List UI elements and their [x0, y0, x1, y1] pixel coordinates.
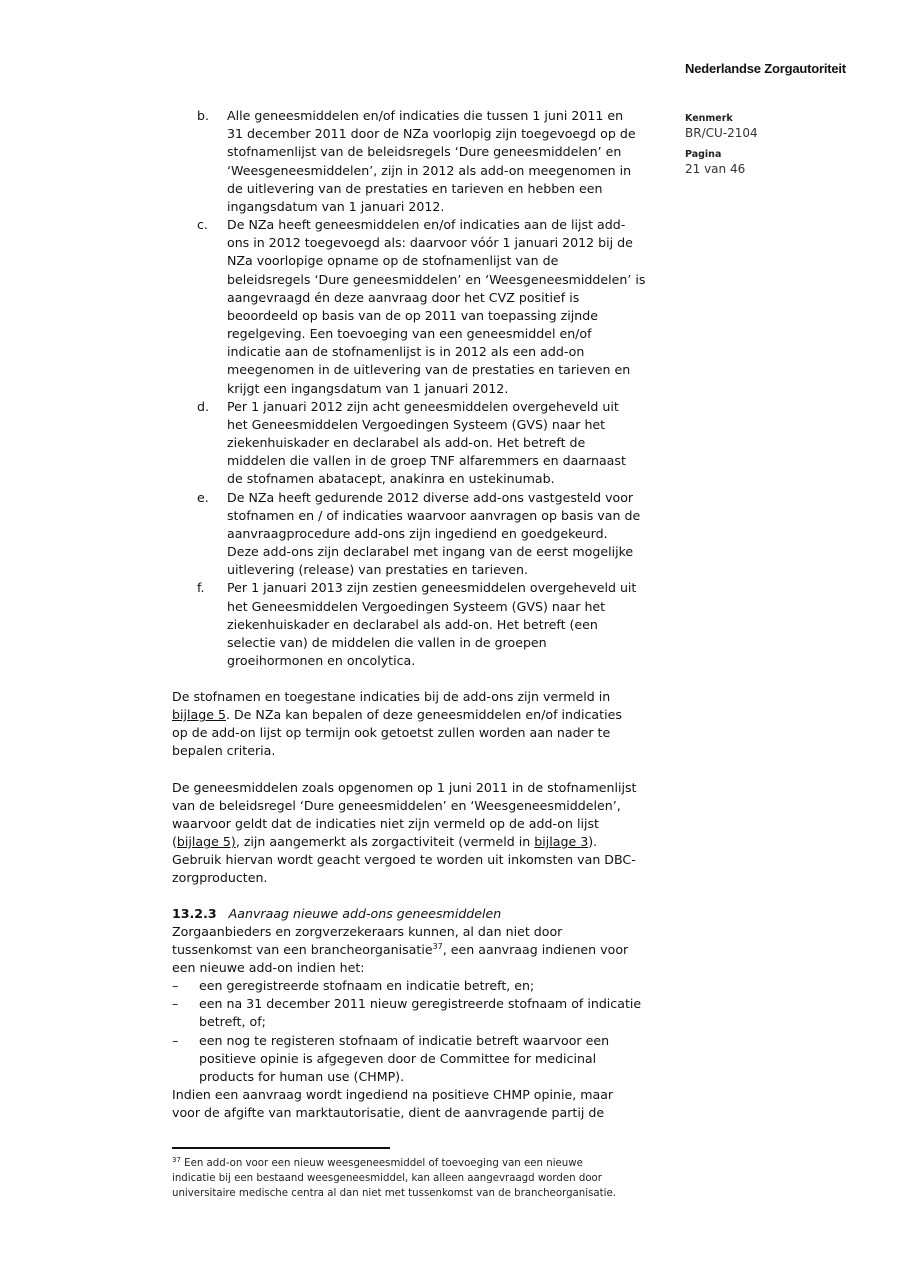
kenmerk-label: Kenmerk: [685, 113, 733, 124]
bullet-item-line: positieve opinie is afgegeven door de Committee for medicinal: [199, 1050, 597, 1066]
dash-bullet-icon: –: [172, 1032, 179, 1048]
list-item-line: ziekenhuiskader en declarabel als add-on. Het betreft de: [227, 435, 586, 451]
list-marker: b.: [197, 108, 209, 123]
list-item-line: NZa voorlopige opname op de stofnamenlijst van de: [227, 253, 559, 269]
organization-name: Nederlandse Zorgautoriteit: [685, 61, 846, 76]
list-item-line: Per 1 januari 2012 zijn acht geneesmiddelen overgeheveld uit: [227, 398, 619, 414]
list-item-line: stofnamen en / of indicaties waarvoor aanvragen op basis van de: [227, 507, 641, 523]
dash-bullet-icon: –: [172, 978, 179, 993]
list-item-line: krijgt een ingangsdatum van 1 januari 2012.: [227, 380, 509, 396]
text-span: , zijn aangemerkt als zorgactiviteit (vermeld in: [235, 834, 535, 849]
bullet-item-line: betreft, of;: [199, 1014, 266, 1030]
list-marker: d.: [197, 398, 209, 414]
pagina-value: 21 van 46: [685, 162, 746, 176]
bullet-item-line: een na 31 december 2011 nieuw geregistreerde stofnaam of indicatie: [199, 996, 642, 1012]
list-item-line: regelgeving. Een toevoeging van een geneesmiddel en/of: [227, 326, 592, 342]
text-line: [172, 941, 628, 959]
text-line: zorgproducten.: [172, 870, 268, 885]
text-line: De geneesmiddelen zoals opgenomen op 1 juni 2011 in de stofnamenlijst: [172, 780, 637, 795]
list-item-line: groeihormonen en oncolytica.: [227, 653, 416, 669]
kenmerk-value: BR/CU-2104: [685, 126, 758, 140]
text-line: bepalen criteria.: [172, 743, 276, 758]
text-line: waarvoor geldt dat de indicaties niet zijn vermeld op de add-on lijst: [172, 816, 599, 831]
text-line: Zorgaanbieders en zorgverzekeraars kunnen, al dan niet door: [172, 924, 563, 939]
list-item-line: ‘Weesgeneesmiddelen’, zijn in 2012 als add-on meegenomen in: [227, 162, 632, 178]
section-heading: [172, 905, 501, 923]
list-item-line: aanvraagprocedure add-ons zijn ingediend en goedgekeurd.: [227, 525, 608, 541]
footnote-separator: [172, 1147, 390, 1149]
list-item-line: ziekenhuiskader en declarabel als add-on. Het betreft (een: [227, 616, 598, 632]
dash-bullet-icon: –: [172, 996, 179, 1012]
text-line: [172, 706, 622, 724]
list-item-line: middelen die vallen in de groep TNF alfaremmers en daarnaast: [227, 453, 626, 469]
text-span: Een add-on voor een nieuw weesgeneesmiddel of toevoeging van een nieuwe: [180, 1158, 583, 1169]
bijlage-5-link[interactable]: bijlage 5): [176, 834, 236, 849]
list-item-line: beoordeeld op basis van de op 2011 van toepassing zijnde: [227, 307, 598, 323]
text-span: . De NZa kan bepalen of deze geneesmiddelen en/of indicaties: [225, 707, 622, 722]
footnote-line: indicatie bij een bestaand weesgeneesmiddel, kan alleen aangevraagd worden door: [172, 1173, 602, 1184]
text-line: Indien een aanvraag wordt ingediend na positieve CHMP opinie, maar: [172, 1087, 614, 1102]
list-item-line: stofnamenlijst van de beleidsregels ‘Dure geneesmiddelen’ en: [227, 144, 622, 160]
list-item-line: De NZa heeft geneesmiddelen en/of indicaties aan de lijst add-: [227, 217, 626, 233]
footnote-line: universitaire medische centra al dan niet met tussenkomst van de brancheorganisatie.: [172, 1188, 616, 1199]
list-item-line: uitlevering (release) van prestaties en tarieven.: [227, 562, 529, 578]
text-line: voor de afgifte van marktautorisatie, dient de aanvragende partij de: [172, 1105, 605, 1120]
list-item-line: aangevraagd én deze aanvraag door het CVZ positief is: [227, 289, 580, 305]
list-item-line: Deze add-ons zijn declarabel met ingang van de eerst mogelijke: [227, 544, 634, 560]
bijlage-5-link[interactable]: bijlage 5: [172, 707, 226, 722]
text-span: (: [172, 834, 177, 849]
section-number: 13.2.3: [172, 906, 217, 921]
list-item-line: het Geneesmiddelen Vergoedingen Systeem (GVS) naar het: [227, 416, 606, 432]
list-marker: e.: [197, 489, 209, 505]
text-line: De stofnamen en toegestane indicaties bij de add-ons zijn vermeld in: [172, 689, 611, 704]
pagina-label: Pagina: [685, 149, 722, 160]
list-item-line: de stofnamen abatacept, anakinra en ustekinumab.: [227, 471, 555, 487]
list-item-line: ingangsdatum van 1 januari 2012.: [227, 198, 445, 214]
footnote-number: 37: [172, 1156, 181, 1164]
bullet-item-line: een nog te registeren stofnaam of indicatie betreft waarvoor een: [199, 1032, 610, 1048]
bullet-item-line: products for human use (CHMP).: [199, 1068, 405, 1084]
list-item-line: beleidsregels ‘Dure geneesmiddelen’ en ‘Weesgeneesmiddelen’ is: [227, 271, 646, 287]
list-item-line: indicatie aan de stofnamenlijst is in 2012 als een add-on: [227, 344, 585, 360]
text-span: , een aanvraag indienen voor: [442, 942, 629, 957]
list-marker: f.: [197, 580, 205, 596]
text-line: Gebruik hiervan wordt geacht vergoed te worden uit inkomsten van DBC-: [172, 852, 636, 867]
text-line: een nieuwe add-on indien het:: [172, 960, 365, 975]
bijlage-3-link[interactable]: bijlage 3: [534, 834, 589, 849]
list-item-line: Per 1 januari 2013 zijn zestien geneesmiddelen overgeheveld uit: [227, 580, 637, 596]
list-item-line: meegenomen in de uitlevering van de prestaties en tarieven en: [227, 362, 631, 378]
list-item-line: Alle geneesmiddelen en/of indicaties die tussen 1 juni 2011 en: [227, 108, 624, 123]
list-marker: c.: [197, 217, 208, 233]
list-item-line: 31 december 2011 door de NZa voorlopig zijn toegevoegd op de: [227, 126, 636, 142]
list-item-line: De NZa heeft gedurende 2012 diverse add-ons vastgesteld voor: [227, 489, 634, 505]
list-item-line: de uitlevering van de prestaties en tarieven en hebben een: [227, 180, 603, 196]
footnote-line: [172, 1157, 583, 1171]
text-line: van de beleidsregel ‘Dure geneesmiddelen’ en ‘Weesgeneesmiddelen’,: [172, 798, 621, 813]
text-span: tussenkomst van een brancheorganisatie: [172, 942, 433, 957]
text-span: ).: [588, 834, 598, 849]
text-line: op de add-on lijst op termijn ook getoetst zullen worden aan nader te: [172, 725, 611, 740]
bullet-item-line: een geregistreerde stofnaam en indicatie betreft, en;: [199, 978, 535, 993]
section-title: Aanvraag nieuwe add-ons geneesmiddelen: [228, 906, 502, 921]
text-line: [172, 833, 597, 851]
list-item-line: het Geneesmiddelen Vergoedingen Systeem (GVS) naar het: [227, 598, 606, 614]
list-item-line: selectie van) de middelen die vallen in de groepen: [227, 634, 547, 650]
footnote-reference[interactable]: 37: [432, 942, 443, 951]
list-item-line: ons in 2012 toegevoegd als: daarvoor vóór 1 januari 2012 bij de: [227, 235, 633, 251]
